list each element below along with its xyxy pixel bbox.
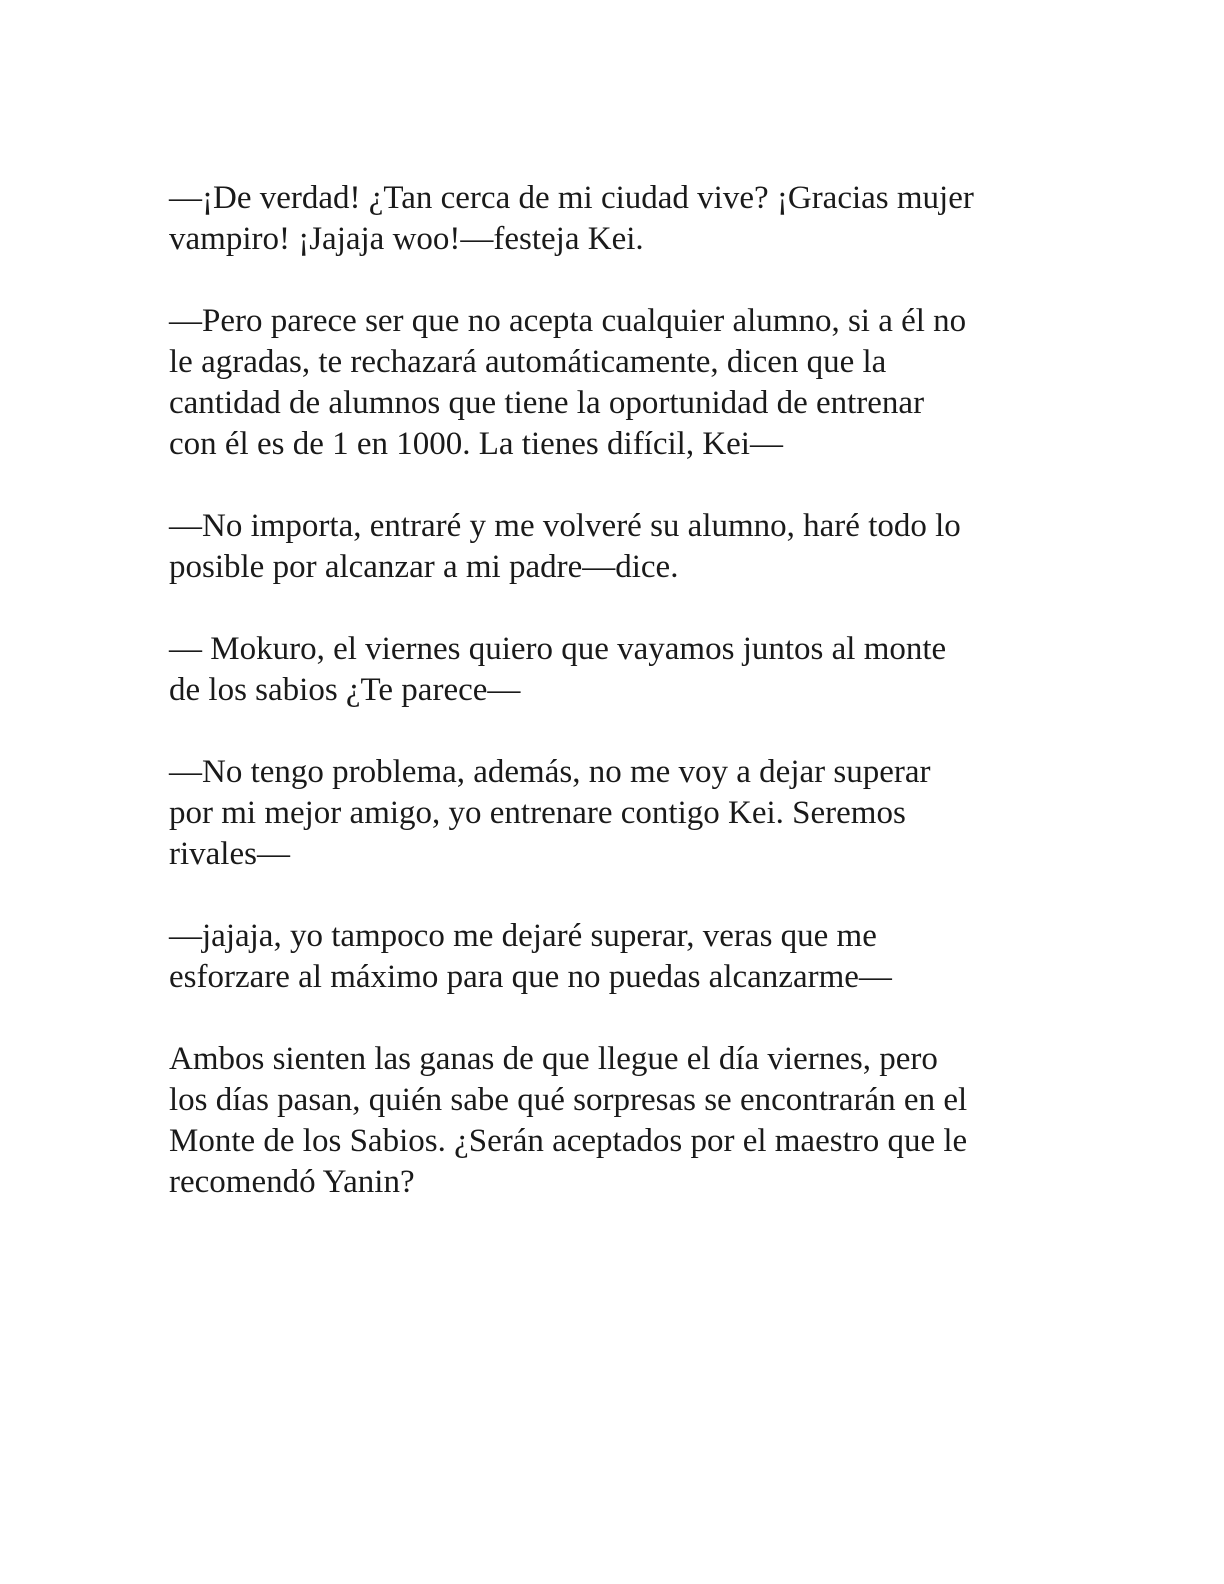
text-line: posible por alcanzar a mi padre—dice. (169, 549, 679, 585)
text-line: —No tengo problema, además, no me voy a dejar superar (169, 754, 931, 790)
text-line: de los sabios ¿Te parece— (169, 672, 521, 708)
text-line: esforzare al máximo para que no puedas alcanzarme— (169, 959, 892, 995)
paragraph-4 (169, 629, 1049, 711)
paragraph-7 (169, 1039, 1049, 1203)
text-line: le agradas, te rechazará automáticamente, dicen que la (169, 344, 887, 380)
paragraph-3 (169, 506, 1049, 588)
text-line: con él es de 1 en 1000. La tienes difícil, Kei— (169, 426, 783, 462)
text-line: —No importa, entraré y me volveré su alumno, haré todo lo (169, 508, 961, 544)
text-line: cantidad de alumnos que tiene la oportunidad de entrenar (169, 385, 925, 421)
text-line: Monte de los Sabios. ¿Serán aceptados por el maestro que le (169, 1123, 968, 1159)
text-line: —Pero parece ser que no acepta cualquier alumno, si a él no (169, 303, 967, 339)
text-line: rivales— (169, 836, 290, 872)
document-body (169, 178, 1049, 1244)
paragraph-1 (169, 178, 1049, 260)
text-line: por mi mejor amigo, yo entrenare contigo Kei. Seremos (169, 795, 906, 831)
text-line: vampiro! ¡Jajaja woo!—festeja Kei. (169, 221, 644, 257)
text-line: — Mokuro, el viernes quiero que vayamos juntos al monte (169, 631, 947, 667)
text-line: recomendó Yanin? (169, 1164, 415, 1200)
text-line: Ambos sienten las ganas de que llegue el día viernes, pero (169, 1041, 938, 1077)
paragraph-5 (169, 752, 1049, 875)
text-line: —¡De verdad! ¿Tan cerca de mi ciudad vive? ¡Gracias mujer (169, 180, 974, 216)
paragraph-2 (169, 301, 1049, 465)
text-line: los días pasan, quién sabe qué sorpresas se encontrarán en el (169, 1082, 968, 1118)
text-line: —jajaja, yo tampoco me dejaré superar, veras que me (169, 918, 877, 954)
paragraph-6 (169, 916, 1049, 998)
